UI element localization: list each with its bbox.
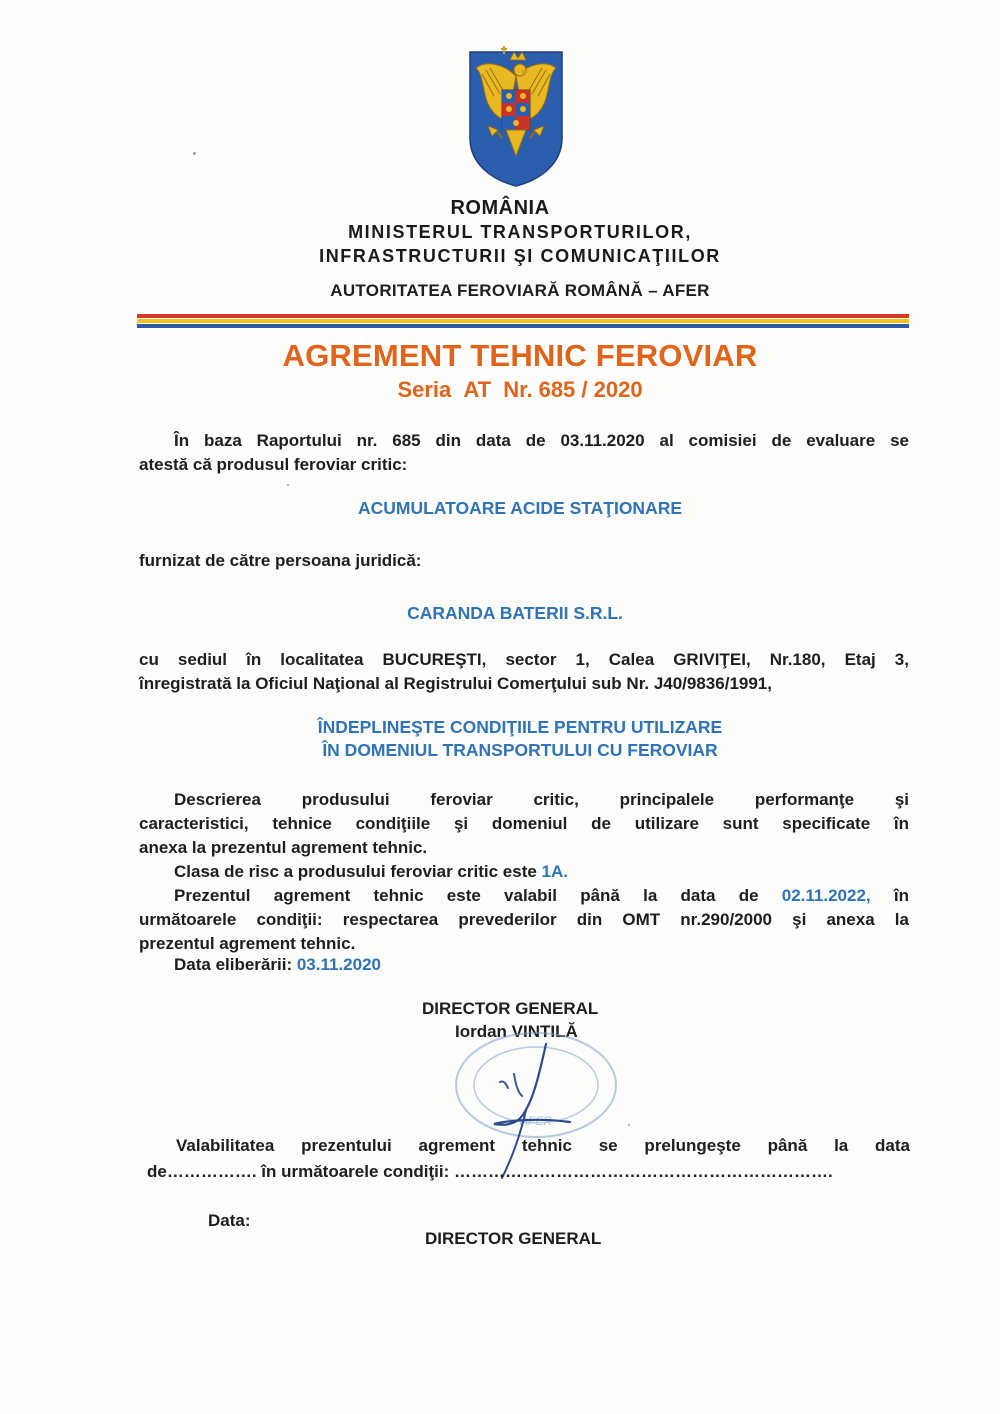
tricolor-yellow-band (137, 319, 909, 323)
ministry-line1: MINISTERUL TRANSPORTURILOR, (348, 222, 692, 242)
nr-value: 685 / 2020 (538, 377, 643, 402)
stamp-text: AFER (519, 1114, 553, 1128)
ministry-line2: INFRASTRUCTURII ŞI COMUNICAŢIILOR (319, 246, 721, 266)
supplied-by-label: furnizat de către persoana juridică: (139, 551, 422, 570)
tricolor-divider (137, 314, 909, 329)
validity-line3: prezentul agrement tehnic. (139, 934, 356, 953)
handwritten-signature-icon (470, 1040, 590, 1180)
address-line1: cu sediul în localitatea BUCUREŞTI, sector 1, Calea GRIVIŢEI, Nr.180, Etaj 3, (139, 650, 909, 669)
validity-label: Prezentul agrement tehnic este valabil până la data de (174, 886, 759, 905)
signatory-name: Iordan VINTILĂ (455, 1022, 578, 1041)
scan-speck (193, 152, 196, 155)
conditions-line1: ÎNDEPLINEŞTE CONDIŢIILE PENTRU UTILIZARE (317, 717, 723, 737)
issue-date-label: Data eliberării: (174, 955, 293, 974)
product-name: ACUMULATOARE ACIDE STAŢIONARE (357, 498, 683, 518)
document-title: AGREMENT TEHNIC FEROVIAR (282, 338, 758, 373)
scan-speck (287, 484, 289, 486)
address-line2: înregistrată la Oficiul Naţional al Registrului Comerţului sub Nr. J40/9836/1991, (139, 674, 772, 693)
validity-line2: următoarele condiţii: respectarea prevederilor din OMT nr.290/2000 şi anexa la (139, 910, 909, 929)
extension-date-label: Data: (208, 1211, 251, 1230)
country-name: ROMÂNIA (450, 197, 550, 219)
tricolor-red-band (137, 314, 909, 318)
validity-line1 (174, 884, 909, 908)
scan-speck (628, 1124, 630, 1126)
authority-name: AUTORITATEA FEROVIARĂ ROMÂNĂ – AFER (330, 281, 710, 300)
company-name: CARANDA BATERII S.R.L. (407, 603, 623, 623)
seria-value: AT (463, 377, 492, 402)
seria-label: Seria (397, 377, 452, 402)
issue-date-row (174, 953, 381, 977)
conditions-line2: ÎN DOMENIUL TRANSPORTULUI CU FEROVIAR (322, 740, 718, 760)
document-serial (20, 377, 1000, 403)
issue-date-value: 03.11.2020 (296, 955, 381, 974)
tricolor-blue-band (137, 324, 909, 328)
intro-line2: atestă că produsul feroviar critic: (139, 455, 408, 474)
extension-line1: Valabilitatea prezentului agrement tehnic se prelungeşte până la data (176, 1136, 910, 1155)
description-line1: Descrierea produsului feroviar critic, principalele performanţe şi (174, 790, 909, 809)
description-line3: anexa la prezentul agrement tehnic. (139, 838, 428, 857)
romania-coat-of-arms-icon (464, 46, 568, 188)
signatory-title: DIRECTOR GENERAL (422, 999, 599, 1018)
nr-label: Nr. (503, 377, 533, 402)
extension-line2: de……………. în următoarele condiţii: …………………………………………………………. (147, 1162, 833, 1181)
extension-director-title: DIRECTOR GENERAL (425, 1229, 602, 1248)
intro-line1: În baza Raportului nr. 685 din data de 03.11.2020 al comisiei de evaluare se (174, 431, 909, 450)
risk-class (174, 860, 568, 884)
description-line2: caracteristici, tehnice condiţiile şi domeniul de utilizare sunt specificate în (139, 814, 909, 833)
validity-suffix: în (893, 886, 909, 905)
validity-date: 02.11.2022, (781, 886, 871, 905)
risk-class-label: Clasa de risc a produsului feroviar critic este (174, 862, 537, 881)
risk-class-value: 1A. (541, 862, 569, 881)
